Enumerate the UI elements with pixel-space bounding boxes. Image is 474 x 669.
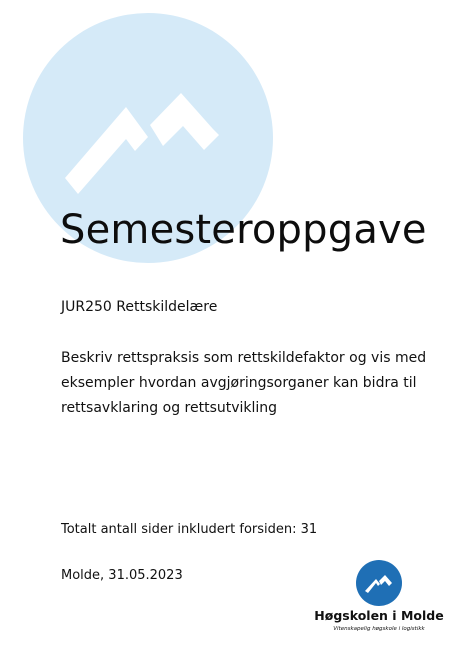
school-name: Høgskolen i Molde (314, 608, 444, 623)
mountain-logo-icon (356, 560, 402, 606)
school-logo (314, 560, 444, 650)
assignment-line: rettsavklaring og rettsutvikling (61, 400, 278, 416)
page-count: Totalt antall sider inkludert forsiden: 31 (61, 522, 318, 537)
course-code: JUR250 Rettskildelære (61, 299, 218, 315)
assignment-line: eksempler hvordan avgjøringsorganer kan bidra til (61, 375, 417, 391)
assignment-text (61, 346, 441, 421)
place-date: Molde, 31.05.2023 (61, 568, 183, 583)
page-title: Semesteroppgave (60, 207, 427, 253)
school-tagline: Vitenskapelig høgskole i logistikk (333, 626, 425, 632)
assignment-line: Beskriv rettspraksis som rettskildefaktor og vis med (61, 350, 427, 366)
